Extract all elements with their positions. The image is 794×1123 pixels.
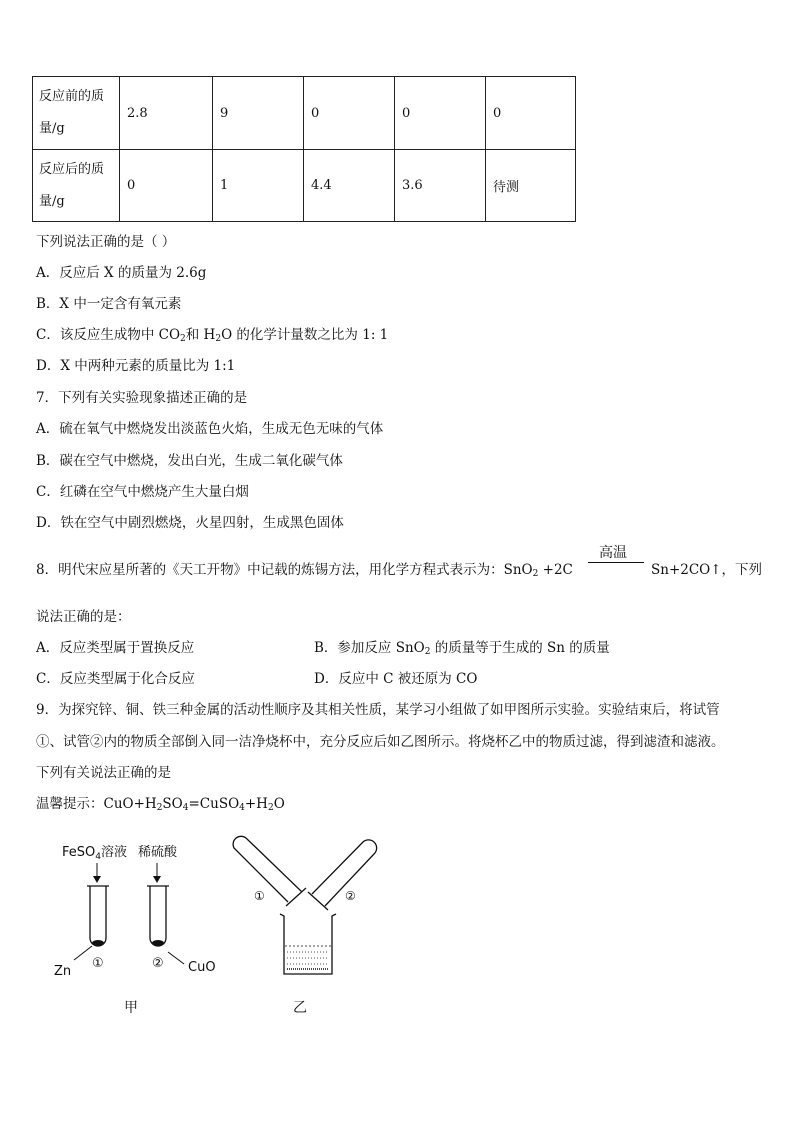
tube1-mark: ① — [92, 956, 104, 971]
q8-stem-right: Sn+2CO↑，下列 — [651, 562, 763, 578]
q6-option-b: B．X 中一定含有氧元素 — [36, 296, 182, 312]
q8-stem-line2: 说法正确的是： — [36, 609, 131, 625]
q7-stem: 7．下列有关实验现象描述正确的是 — [36, 390, 248, 406]
table-row-before — [33, 77, 576, 150]
q7-option-c: C．红磷在空气中燃烧产生大量白烟 — [36, 484, 249, 500]
reagent2-label: 稀硫酸 — [138, 845, 178, 860]
figure-label-yi: 乙 — [293, 1000, 307, 1016]
tube2-mark: ② — [152, 956, 164, 971]
experiment-figure — [40, 830, 400, 1020]
pour-mark-2: ② — [345, 889, 356, 903]
row-label-before: 反应前的质量/g — [33, 77, 120, 150]
mass-data-table — [32, 76, 576, 222]
q8-stem: 8．明代宋应星所著的《天工开物》中记载的炼锡方法，用化学方程式表示为：SnO$_2$ +2C — [36, 562, 573, 579]
table-cell: 0 — [304, 77, 395, 150]
q9-hint: 温馨提示：$CuO+H_2SO_4=CuSO_4+H_2O$ — [36, 796, 285, 813]
table-cell: 4.4 — [304, 150, 395, 222]
table-cell: 9 — [213, 77, 304, 150]
q8-option-b: B．参加反应 SnO$_2$ 的质量等于生成的 Sn 的质量 — [314, 640, 610, 657]
table-cell: 1 — [213, 150, 304, 222]
q9-line3: 下列有关说法正确的是 — [36, 765, 171, 781]
pointer-line — [168, 952, 184, 964]
drop-arrow-icon — [93, 863, 101, 883]
figure-label-jia: 甲 — [124, 1000, 138, 1016]
table-cell: 0 — [486, 77, 576, 150]
table-cell: 待测 — [486, 150, 576, 222]
q7-option-a: A．硫在氧气中燃烧发出淡蓝色火焰，生成无色无味的气体 — [36, 421, 384, 437]
q6-option-a: A．反应后 X 的质量为 2.6g — [36, 265, 207, 281]
q8-option-a: A．反应类型属于置换反应 — [36, 640, 195, 656]
table-cell: 2.8 — [120, 77, 213, 150]
reaction-arrow-line — [588, 562, 644, 563]
metal2-label: CuO — [188, 960, 216, 975]
table-cell: 3.6 — [395, 150, 486, 222]
test-tube-1 — [87, 886, 109, 946]
row-label-after: 反应后的质量/g — [33, 150, 120, 222]
q9-line2: ①、试管②内的物质全部倒入同一洁净烧杯中，充分反应后如乙图所示。将烧杯乙中的物质过滤，得到滤渣和滤液。 — [36, 734, 725, 750]
pour-mark-1: ① — [254, 889, 265, 903]
table-cell: 0 — [395, 77, 486, 150]
reaction-condition: 高温 — [599, 545, 627, 561]
pouring-tube-2 — [308, 840, 377, 910]
q7-option-b: B．碳在空气中燃烧，发出白光，生成二氧化碳气体 — [36, 453, 343, 469]
q7-option-d: D．铁在空气中剧烈燃烧，火星四射，生成黑色固体 — [36, 515, 344, 531]
q8-option-d: D．反应中 C 被还原为 CO — [314, 671, 478, 687]
drop-arrow-icon — [153, 863, 161, 883]
q6-stem: 下列说法正确的是（ ） — [36, 234, 176, 250]
q9-line1: 9．为探究锌、铜、铁三种金属的活动性顺序及其相关性质，某学习小组做了如甲图所示实验。实验结束后，将试管 — [36, 702, 720, 718]
beaker — [280, 914, 336, 974]
pointer-line — [74, 946, 92, 960]
reagent1-label: FeSO$_4$溶液 — [62, 845, 127, 862]
q6-option-c: C．该反应生成物中 $CO_2$和 $H_2O$ 的化学计量数之比为 1: 1 — [36, 327, 389, 344]
table-row-after — [33, 150, 576, 222]
test-tube-2 — [147, 886, 169, 946]
q6-option-d: D．X 中两种元素的质量比为 1:1 — [36, 358, 236, 374]
metal1-label: Zn — [54, 964, 72, 979]
q8-option-c: C．反应类型属于化合反应 — [36, 671, 195, 687]
pouring-tube-1 — [233, 836, 306, 906]
table-cell: 0 — [120, 150, 213, 222]
